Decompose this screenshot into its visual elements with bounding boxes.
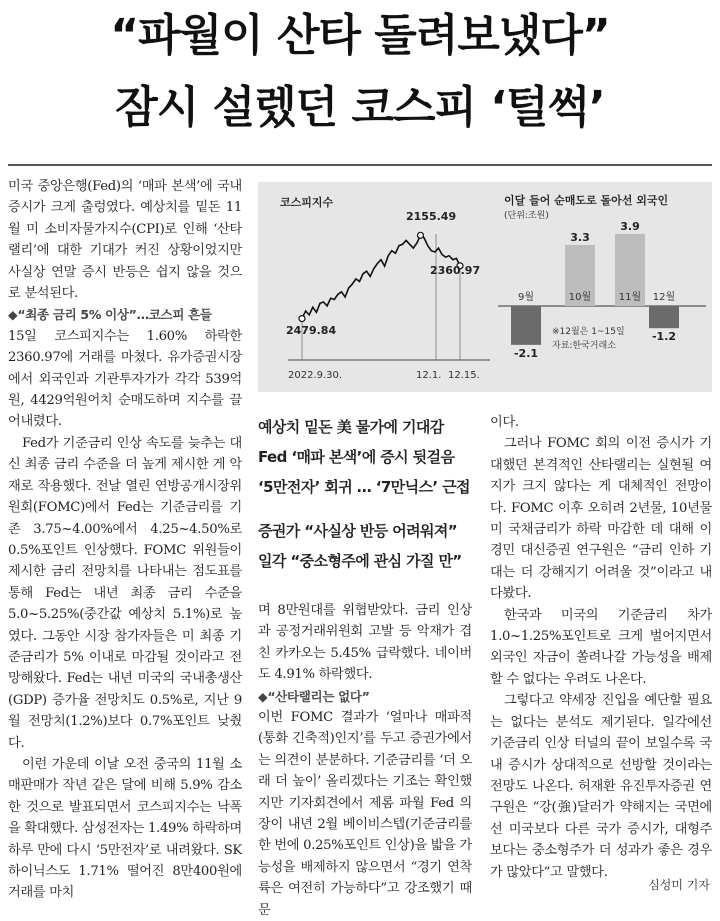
headline-line-1: “파월이 산타 돌려보냈다” [110, 10, 610, 61]
headline-line-2: 잠시 설렜던 코스피 ‘털썩’ [115, 82, 605, 133]
subheadline-line: 일각 “중소형주에 관심 가질 만” [258, 552, 462, 570]
kospi-annotation-end: 2360.97 [430, 264, 481, 277]
subheadline-line: 예상치 밑돈 美 물가에 기대감 [258, 418, 444, 436]
subheadline-group-2 [258, 516, 472, 576]
kospi-chart-title: 코스피지수 [280, 196, 334, 209]
foreign-value-label: 3.9 [620, 219, 640, 233]
subheadline-line: Fed ‘매파 본색’에 증시 뒷걸음 [258, 448, 455, 466]
chart-svg [258, 182, 712, 392]
foreign-bar [649, 306, 679, 328]
paragraph: 15일 코스피지수는 1.60% 하락한 2360.97에 거래를 마쳤다. 유가증권시장에서 외국인과 기관투자가가 각각 539억원, 4429억원어치 순매도하며 지수를 끌어내렸다. [8, 328, 242, 430]
article-column-3 [490, 412, 712, 883]
kospi-point-start [299, 316, 305, 322]
article-column-2 [258, 600, 472, 921]
kospi-annotation-low: 2155.49 [406, 210, 457, 223]
foreign-chart-note: ※12월은 1~15일 [552, 327, 625, 337]
subheadline-group-1 [258, 412, 472, 502]
subheading: ◆“최종 금리 5% 이상”…코스피 흔들 [8, 307, 212, 323]
foreign-bar [511, 306, 541, 345]
paragraph: 며 8만원대를 위협받았다. 금리 인상과 공정거래위원회 고발 등 악재가 겹친 카카오는 5.45% 급락했다. 네이버도 4.91% 하락했다. [258, 603, 472, 683]
chart-box [258, 182, 712, 392]
kospi-tick-label-mid: 12.1. [416, 370, 442, 381]
paragraph: 이런 가운데 이날 오전 중국의 11월 소매판매가 작년 같은 달에 비해 5.9% 감소한 것으로 발표되면서 코스피지수는 낙폭을 확대했다. 삼성전자는 1.49% 하락하며 하루 만에 다시 ‘5만전자’로 내려왔다. SK하이닉스도 1.71% 떨어진 8만400원에 거래를 마치 [8, 756, 243, 901]
kospi-point-peak [418, 232, 424, 238]
paragraph: 이번 FOMC 결과가 ‘얼마나 매파적(통화 긴축적)인지’를 두고 증권가에서는 의견이 분분하다. 기준금리를 ‘더 오래 더 높이’ 올리겠다는 기조는 확인했지만 기자회견에서 제롬 파월 Fed 의장이 내년 2월 베이비스텝(기준금리를 한 번에 0.25%포인트 인상)을 밟을 가능성을 배제하지 않으면서 “경기 연착륙은 여전히 가능하다”고 강조했기 때문 [258, 710, 472, 918]
subheadline-line: 증권가 “사실상 반등 어려워져” [258, 522, 458, 540]
byline: 심성미 기자 [648, 878, 710, 892]
paragraph: 미국 중앙은행(Fed)의 ‘매파 본색’에 국내 증시가 크게 출렁였다. 예상치를 밑돈 11월 미 소비자물가지수(CPI)로 인해 ‘산타랠리’에 대한 기대가 커진 상황이었지만 사실상 연말 증시 반등은 쉽지 않을 것으로 분석된다. [8, 179, 242, 302]
kospi-tick-label-start: 2022.9.30. [288, 370, 343, 381]
paragraph: Fed가 기준금리 인상 속도를 늦추는 대신 최종 금리 수준을 더 높게 제시한 게 악재로 작용했다. 전날 열린 연방공개시장위원회(FOMC)에서 Fed는 기준금리를 기존 3.75~4.00%에서 4.25~4.50%로 0.5%포인트 인상했다. FOMC 위원들이 제시한 금리 전망치를 나타내는 점도표를 통해 Fed는 내년 최종 금리 수준을 5.0~5.25%(중간값 예상치 5.1%)로 높였다. 그동안 시장 참가자들은 미 최종 기준금리가 5% 이내로 마감될 것이라고 전망해왔다. Fed는 내년 미국의 국내총생산(GDP) 증가율 전망치도 0.5%로, 지난 9월 전망치(1.2%)보다 0.7%포인트 낮췄다. [8, 435, 242, 751]
kospi-annotation-start: 2479.84 [286, 324, 337, 337]
foreign-category-label: 12월 [652, 292, 676, 303]
paragraph: 한국과 미국의 기준금리 차가 1.0~1.25%포인트로 크게 벌어지면서 외국인 자금이 쏠려나갈 가능성을 배제할 수 없다는 우려도 나온다. [490, 607, 712, 687]
foreign-category-label: 11월 [618, 292, 642, 303]
paragraph: 그렇다고 약세장 진입을 예단할 필요는 없다는 분석도 제기된다. 일각에선 기준금리 인상 터널의 끝이 보일수록 국내 증시가 상대적으로 선방할 것이라는 전망도 나온다. 허재환 유진투자증권 연구원은 “강(強)달러가 약해지는 국면에선 미국보다 다른 국가 증시가, 대형주보다는 중소형주가 더 성과가 좋은 경우가 많았다”고 말했다. [490, 693, 712, 880]
foreign-chart-unit: (단위:조원) [504, 211, 549, 221]
foreign-chart-source: 자료:한국거래소 [552, 341, 616, 351]
paragraph: 그러나 FOMC 회의 이전 증시가 기대했던 본격적인 산타랠리는 실현될 여지가 크지 않다는 게 대체적인 전망이다. FOMC 이후 오히려 2년물, 10년물 미 국채금리가 하락 마감한 데 대해 이경민 대신증권 연구원은 “금리 인하 기대는 더 강해지기 어려울 것”이라고 내다봤다. [490, 436, 712, 602]
subheadline-line: ‘5만전자’ 회귀 … ‘7만닉스’ 근접 [258, 478, 470, 496]
foreign-bar-marks [498, 220, 706, 360]
article-column-1 [8, 176, 242, 904]
foreign-chart-title: 이달 들어 순매도로 돌아선 외국인 [504, 194, 669, 207]
foreign-value-label: -1.2 [651, 330, 677, 344]
foreign-value-label: 3.3 [570, 230, 590, 244]
foreign-category-label: 9월 [517, 292, 535, 303]
subheading: ◆“산타랠리는 없다” [258, 688, 370, 704]
headline [0, 0, 720, 144]
foreign-category-label: 10월 [568, 292, 592, 303]
kospi-line-marks [288, 232, 490, 360]
headline-rule [8, 164, 712, 166]
foreign-value-label: -2.1 [513, 346, 539, 360]
kospi-tick-label-end: 12.15. [448, 370, 480, 381]
paragraph: 이다. [490, 415, 519, 430]
